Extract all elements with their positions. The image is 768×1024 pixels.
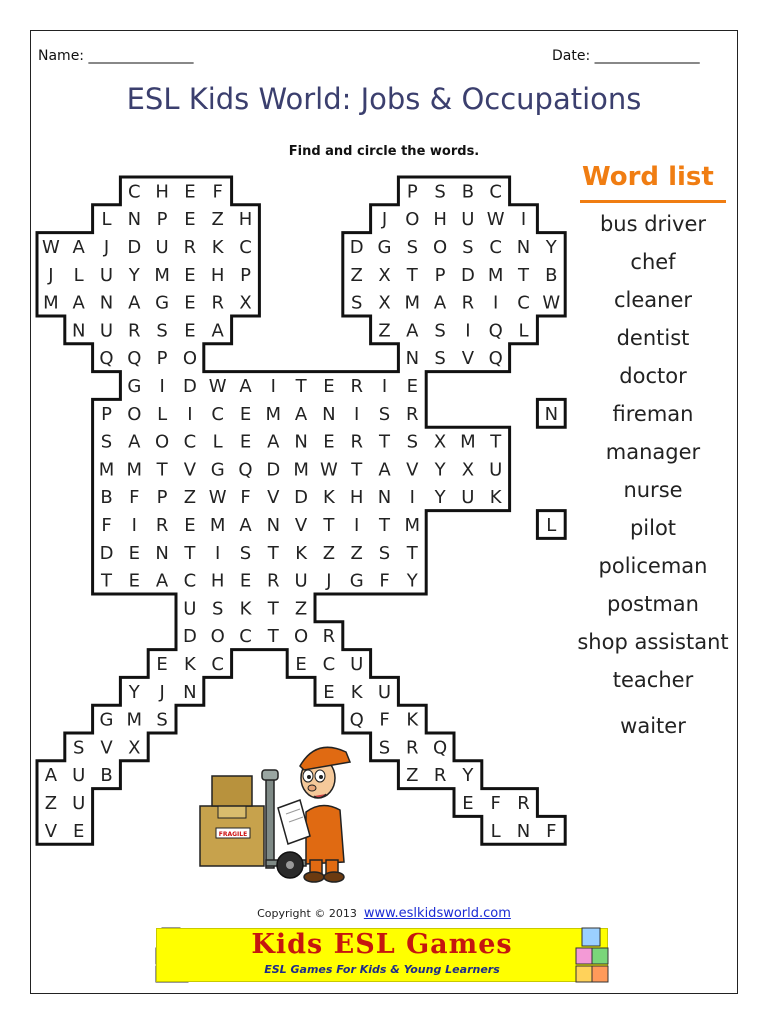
grid-letter[interactable]: E <box>323 681 335 703</box>
grid-letter[interactable]: R <box>267 570 280 592</box>
grid-letter[interactable]: U <box>155 237 169 258</box>
grid-letter[interactable]: Z <box>211 209 224 231</box>
grid-letter[interactable]: A <box>267 431 280 453</box>
grid-letter[interactable]: P <box>406 181 418 203</box>
grid-letter[interactable]: B <box>100 487 113 509</box>
grid-letter[interactable]: N <box>377 487 392 509</box>
grid-letter[interactable]: A <box>128 431 141 453</box>
grid-letter[interactable]: R <box>155 515 169 536</box>
grid-letter[interactable]: F <box>101 515 112 536</box>
grid-letter[interactable]: U <box>350 654 364 675</box>
grid-letter[interactable]: K <box>211 237 224 258</box>
grid-letter[interactable]: Q <box>433 737 448 759</box>
grid-letter[interactable]: A <box>433 292 447 314</box>
grid-letter[interactable]: P <box>156 487 168 509</box>
grid-letter[interactable]: S <box>406 237 419 258</box>
grid-letter[interactable]: T <box>267 598 279 620</box>
name-field-label: Name: _______________ <box>38 48 194 64</box>
grid-letter[interactable]: X <box>461 459 475 481</box>
grid-letter[interactable]: Y <box>128 264 140 286</box>
grid-letter[interactable]: O <box>155 431 170 453</box>
grid-letter[interactable]: K <box>406 709 419 731</box>
grid-letter[interactable]: C <box>239 237 252 258</box>
grid-letter[interactable]: J <box>381 209 388 231</box>
grid-letter[interactable]: L <box>157 403 168 425</box>
grid-letter[interactable]: E <box>295 654 307 675</box>
grid-letter[interactable]: G <box>377 237 392 258</box>
grid-letter[interactable]: N <box>294 431 308 453</box>
grid-letter[interactable]: E <box>184 292 196 314</box>
word-list-item: waiter <box>620 714 686 738</box>
grid-letter[interactable]: N <box>127 209 142 231</box>
grid-letter[interactable]: D <box>266 459 281 481</box>
grid-letter[interactable]: M <box>293 459 309 481</box>
grid-letter[interactable]: W <box>319 459 338 481</box>
grid-letter[interactable]: L <box>490 820 501 842</box>
grid-letter[interactable]: U <box>183 598 197 620</box>
date-field-label: Date: _______________ <box>552 48 700 64</box>
grid-letter[interactable]: S <box>434 320 446 342</box>
grid-letter[interactable]: C <box>517 292 530 314</box>
grid-letter[interactable]: J <box>159 681 165 703</box>
grid-letter[interactable]: I <box>131 515 137 536</box>
grid-letter[interactable]: A <box>211 320 224 342</box>
grid-letter[interactable]: Z <box>406 765 419 787</box>
grid-letter[interactable]: I <box>215 542 221 564</box>
grid-letter[interactable]: R <box>350 431 363 453</box>
grid-letter[interactable]: N <box>266 515 281 536</box>
grid-letter[interactable]: F <box>490 793 501 814</box>
grid-letter[interactable]: R <box>322 626 336 648</box>
grid-letter[interactable]: X <box>128 737 141 759</box>
grid-letter[interactable]: T <box>518 264 529 286</box>
grid-letter[interactable]: R <box>183 237 197 258</box>
website-link[interactable]: www.eslkidsworld.com <box>363 906 511 921</box>
word-list-item: nurse <box>623 478 683 502</box>
grid-letter[interactable]: A <box>44 765 58 787</box>
grid-letter[interactable]: E <box>128 542 140 564</box>
grid-letter[interactable]: D <box>460 264 475 286</box>
grid-letter[interactable]: E <box>239 403 252 425</box>
grid-letter[interactable]: D <box>294 487 309 509</box>
grid-letter[interactable]: Z <box>350 542 363 564</box>
grid-letter[interactable]: E <box>184 209 196 231</box>
grid-letter[interactable]: A <box>294 403 308 425</box>
grid-letter[interactable]: S <box>72 737 85 759</box>
grid-letter[interactable]: I <box>465 320 471 342</box>
grid-letter[interactable]: H <box>155 181 169 203</box>
grid-letter[interactable]: S <box>462 237 474 258</box>
grid-letter[interactable]: O <box>405 209 420 231</box>
grid-letter[interactable]: V <box>183 459 197 481</box>
grid-letter[interactable]: T <box>323 515 335 536</box>
grid-letter[interactable]: D <box>349 237 364 258</box>
grid-letter[interactable]: P <box>240 264 251 286</box>
grid-letter[interactable]: Z <box>322 542 336 564</box>
grid-letter[interactable]: Z <box>183 487 197 509</box>
grid-letter[interactable]: Q <box>488 320 503 342</box>
grid-letter[interactable]: K <box>350 681 363 703</box>
grid-letter[interactable]: U <box>72 765 86 787</box>
grid-letter[interactable]: H <box>349 487 364 509</box>
grid-letter[interactable]: N <box>99 292 114 314</box>
copyright-text: Copyright © 2013 <box>257 907 357 920</box>
grid-letter[interactable]: T <box>267 626 279 648</box>
grid-letter[interactable]: B <box>461 181 475 203</box>
grid-letter[interactable]: T <box>184 542 196 564</box>
grid-letter[interactable]: Z <box>350 264 363 286</box>
grid-letter[interactable]: A <box>72 292 85 314</box>
grid-letter[interactable]: D <box>127 237 142 258</box>
grid-letter[interactable]: O <box>127 403 142 425</box>
grid-letter[interactable]: M <box>126 709 143 731</box>
grid-letter[interactable]: R <box>517 793 530 814</box>
grid-letter[interactable]: N <box>405 348 420 370</box>
copyright-line <box>0 906 768 921</box>
word-list-heading: Word list <box>582 162 714 192</box>
grid-letter[interactable]: N <box>322 403 336 425</box>
worksheet-title: ESL Kids World: Jobs & Occupations <box>126 82 642 116</box>
grid-letter[interactable]: T <box>101 570 112 592</box>
grid-letter[interactable]: U <box>99 320 114 342</box>
grid-letter[interactable]: A <box>155 570 169 592</box>
grid-letter[interactable]: U <box>489 459 503 481</box>
grid-letter[interactable]: S <box>378 403 391 425</box>
grid-letter[interactable]: O <box>210 626 225 648</box>
grid-letter[interactable]: Z <box>378 320 391 342</box>
grid-letter[interactable]: Z <box>294 598 308 620</box>
grid-letter[interactable]: W <box>208 487 227 509</box>
grid-letter[interactable]: O <box>182 348 197 370</box>
grid-letter[interactable]: E <box>323 431 335 453</box>
grid-letter[interactable]: V <box>100 737 113 759</box>
grid-letter[interactable]: L <box>101 209 112 231</box>
grid-letter[interactable]: M <box>154 264 170 286</box>
grid-letter[interactable]: R <box>350 376 363 397</box>
grid-letter[interactable]: M <box>487 264 504 286</box>
grid-letter[interactable]: G <box>127 376 142 397</box>
banner-title: Kids ESL Games <box>251 929 513 960</box>
grid-letter[interactable]: Q <box>127 348 142 370</box>
grid-letter[interactable]: J <box>48 264 54 286</box>
banner-subtitle: ESL Games For Kids & Young Learners <box>264 963 500 976</box>
grid-letter[interactable]: W <box>542 292 561 314</box>
grid-letter[interactable]: S <box>100 431 113 453</box>
grid-letter[interactable]: I <box>409 487 415 509</box>
grid-letter[interactable]: W <box>486 209 505 231</box>
grid-letter[interactable]: S <box>211 598 224 620</box>
grid-letter[interactable]: R <box>461 292 475 314</box>
grid-letter[interactable]: T <box>295 376 307 397</box>
grid-letter[interactable]: H <box>210 264 225 286</box>
grid-letter[interactable]: B <box>100 765 113 787</box>
grid-letter[interactable]: T <box>156 459 168 481</box>
grid-outline <box>37 177 565 844</box>
grid-letter[interactable]: M <box>404 515 421 536</box>
grid-letter[interactable]: N <box>183 681 197 703</box>
grid-letter[interactable]: I <box>381 376 388 397</box>
grid-letter[interactable]: K <box>322 487 335 509</box>
grid-letter[interactable]: P <box>101 403 112 425</box>
grid-outline-path <box>37 177 565 844</box>
grid-letter[interactable]: J <box>326 570 332 592</box>
grid-letter[interactable]: N <box>516 237 531 258</box>
grid-letter[interactable]: H <box>210 570 225 592</box>
grid-letter[interactable]: I <box>520 209 527 231</box>
grid-letter[interactable]: T <box>379 515 390 536</box>
grid-letter[interactable]: C <box>211 403 224 425</box>
grid-letter[interactable]: Y <box>434 459 446 481</box>
grid-letter[interactable]: V <box>267 487 280 509</box>
grid-letter[interactable]: K <box>295 542 308 564</box>
grid-letter[interactable]: A <box>378 459 391 481</box>
grid-letter[interactable]: L <box>73 264 84 286</box>
grid-letter[interactable]: E <box>184 264 196 286</box>
grid-letter[interactable]: A <box>72 237 85 258</box>
grid-letter[interactable]: G <box>349 570 364 592</box>
grid-letter[interactable]: G <box>155 292 170 314</box>
grid-letter[interactable]: R <box>211 292 224 314</box>
grid-letter[interactable]: S <box>156 709 168 731</box>
grid-letter[interactable]: M <box>43 292 59 314</box>
grid-letter[interactable]: C <box>211 654 224 675</box>
grid-letter[interactable]: S <box>239 542 252 564</box>
grid-letter[interactable]: S <box>434 348 446 370</box>
grid-letter[interactable]: I <box>354 515 360 536</box>
grid-letter[interactable]: T <box>267 542 279 564</box>
grid-letter[interactable]: L <box>546 515 557 536</box>
grid-letter[interactable]: U <box>377 681 392 703</box>
grid-letter[interactable]: W <box>208 376 227 397</box>
grid-letter[interactable]: G <box>210 459 225 481</box>
grid-letter[interactable]: E <box>184 515 196 536</box>
grid-letter[interactable]: T <box>490 431 502 453</box>
grid-letter[interactable]: C <box>183 431 197 453</box>
grid-letter[interactable]: R <box>406 403 419 425</box>
grid-letter[interactable]: Z <box>44 793 58 814</box>
grid-letter[interactable]: S <box>156 320 168 342</box>
grid-letter[interactable]: U <box>99 264 114 286</box>
grid-letter[interactable]: W <box>41 237 60 258</box>
grid-letter[interactable]: E <box>73 820 85 842</box>
grid-letter[interactable]: I <box>493 292 499 314</box>
grid-letter[interactable]: K <box>489 487 502 509</box>
grid-letter[interactable]: N <box>544 403 559 425</box>
grid-letter[interactable]: D <box>182 376 197 397</box>
grid-letter[interactable]: F <box>240 487 251 509</box>
grid-letter[interactable]: D <box>99 542 114 564</box>
grid-letter[interactable]: S <box>350 292 363 314</box>
word-list-item: policeman <box>598 554 708 578</box>
grid-letter[interactable]: E <box>462 793 474 814</box>
grid-letter[interactable]: C <box>183 570 197 592</box>
word-list-item: teacher <box>612 668 694 692</box>
grid-letter[interactable]: Y <box>545 237 557 258</box>
grid-letter[interactable]: C <box>489 237 502 258</box>
toy-blocks-icon <box>574 926 610 984</box>
grid-letter[interactable]: V <box>294 515 308 536</box>
grid-letter[interactable]: X <box>239 292 252 314</box>
grid-letter[interactable]: T <box>406 264 418 286</box>
grid-letter[interactable]: S <box>378 542 391 564</box>
grid-letter[interactable]: C <box>322 654 336 675</box>
word-list-item: postman <box>607 592 699 616</box>
grid-letter[interactable]: S <box>406 431 419 453</box>
grid-letter[interactable]: Y <box>406 570 418 592</box>
grid-letter[interactable]: M <box>98 459 115 481</box>
grid-letter[interactable]: G <box>99 709 114 731</box>
grid-letter[interactable]: S <box>434 181 446 203</box>
grid-letter[interactable]: O <box>294 626 309 648</box>
word-list-item: cleaner <box>613 288 693 312</box>
grid-letter[interactable]: I <box>187 403 193 425</box>
grid-letter[interactable]: X <box>433 431 447 453</box>
grid-letter[interactable]: Y <box>434 487 446 509</box>
grid-letter[interactable]: P <box>434 264 446 286</box>
grid-letter[interactable]: V <box>406 459 419 481</box>
grid-letter[interactable]: O <box>433 237 448 258</box>
grid-letter[interactable]: T <box>379 431 390 453</box>
grid-letter[interactable]: C <box>128 181 141 203</box>
grid-letter[interactable]: X <box>378 264 391 286</box>
grid-letter[interactable]: P <box>156 209 168 231</box>
word-list-item: chef <box>630 250 676 274</box>
grid-letter[interactable]: F <box>379 570 390 592</box>
grid-letter[interactable]: T <box>406 542 418 564</box>
grid-letter[interactable]: E <box>239 570 252 592</box>
grid-letter[interactable]: M <box>209 515 226 536</box>
grid-letter[interactable]: T <box>351 459 363 481</box>
grid-letter[interactable]: E <box>184 320 196 342</box>
grid-letter[interactable]: Q <box>349 709 364 731</box>
word-list-item: dentist <box>616 326 690 350</box>
grid-letter[interactable]: L <box>518 320 529 342</box>
grid-letter[interactable]: E <box>128 570 140 592</box>
grid-letter[interactable]: N <box>71 320 86 342</box>
instructions: Find and circle the words. <box>288 144 480 159</box>
grid-letter[interactable]: Y <box>128 681 140 703</box>
grid-letter[interactable]: N <box>155 542 169 564</box>
grid-letter[interactable]: R <box>406 737 419 759</box>
grid-letter[interactable]: E <box>323 376 335 397</box>
grid-letter[interactable]: H <box>433 209 447 231</box>
grid-letter[interactable]: V <box>44 820 58 842</box>
grid-letter[interactable]: J <box>103 237 110 258</box>
grid-letter[interactable]: E <box>156 654 168 675</box>
grid-letter[interactable]: C <box>239 626 252 648</box>
word-list-item: pilot <box>629 516 677 540</box>
grid-letter[interactable]: A <box>239 515 252 536</box>
grid-letter[interactable]: F <box>546 820 557 842</box>
grid-letter[interactable]: I <box>270 376 276 397</box>
grid-letter[interactable]: M <box>404 292 421 314</box>
grid-letter[interactable]: X <box>378 292 391 314</box>
grid-letter[interactable]: R <box>128 320 141 342</box>
grid-letter[interactable]: B <box>545 264 558 286</box>
grid-letter[interactable]: L <box>212 431 223 453</box>
grid-letter[interactable]: F <box>129 487 140 509</box>
grid-letter[interactable]: D <box>182 626 197 648</box>
grid-letter[interactable]: E <box>239 431 252 453</box>
grid-letter[interactable]: U <box>72 793 86 814</box>
grid-letter[interactable]: K <box>183 654 196 675</box>
kids-esl-games-banner[interactable] <box>156 928 608 982</box>
grid-letter[interactable]: P <box>156 348 168 370</box>
grid-letter[interactable]: C <box>489 181 502 203</box>
grid-letter[interactable]: Y <box>462 765 474 787</box>
grid-letter[interactable]: I <box>159 376 165 397</box>
grid-letter[interactable]: I <box>354 403 360 425</box>
word-list-item: fireman <box>612 402 694 426</box>
grid-letter[interactable]: Q <box>238 459 253 481</box>
grid-letter[interactable]: U <box>461 209 475 231</box>
grid-letter[interactable]: M <box>126 459 143 481</box>
grid-letter[interactable]: U <box>294 570 308 592</box>
grid-letter[interactable]: M <box>460 431 476 453</box>
word-list-item: shop assistant <box>577 630 729 654</box>
grid-letter[interactable]: S <box>378 737 391 759</box>
grid-letter[interactable]: V <box>461 348 475 370</box>
grid-letter[interactable]: R <box>433 765 447 787</box>
grid-letter[interactable]: U <box>461 487 475 509</box>
word-list-item: doctor <box>619 364 687 388</box>
grid-letter[interactable]: A <box>128 292 141 314</box>
word-list-item: manager <box>605 440 701 464</box>
grid-letter[interactable]: A <box>406 320 419 342</box>
grid-letter[interactable]: N <box>516 820 531 842</box>
grid-letter[interactable]: E <box>184 181 196 203</box>
grid-letter[interactable]: A <box>239 376 252 397</box>
delivery-man-illustration <box>200 747 350 882</box>
word-list-item: bus driver <box>599 212 707 236</box>
grid-letter[interactable]: F <box>212 181 223 203</box>
fragile-label: FRAGILE <box>218 831 248 838</box>
grid-letter[interactable]: M <box>265 403 282 425</box>
grid-letter[interactable]: K <box>239 598 252 620</box>
grid-letter[interactable]: Q <box>488 348 503 370</box>
grid-letter[interactable]: H <box>238 209 253 231</box>
grid-letter[interactable]: Q <box>99 348 114 370</box>
grid-letter[interactable]: E <box>406 376 418 397</box>
grid-letter[interactable]: F <box>379 709 390 731</box>
word-list-underline <box>580 200 726 203</box>
